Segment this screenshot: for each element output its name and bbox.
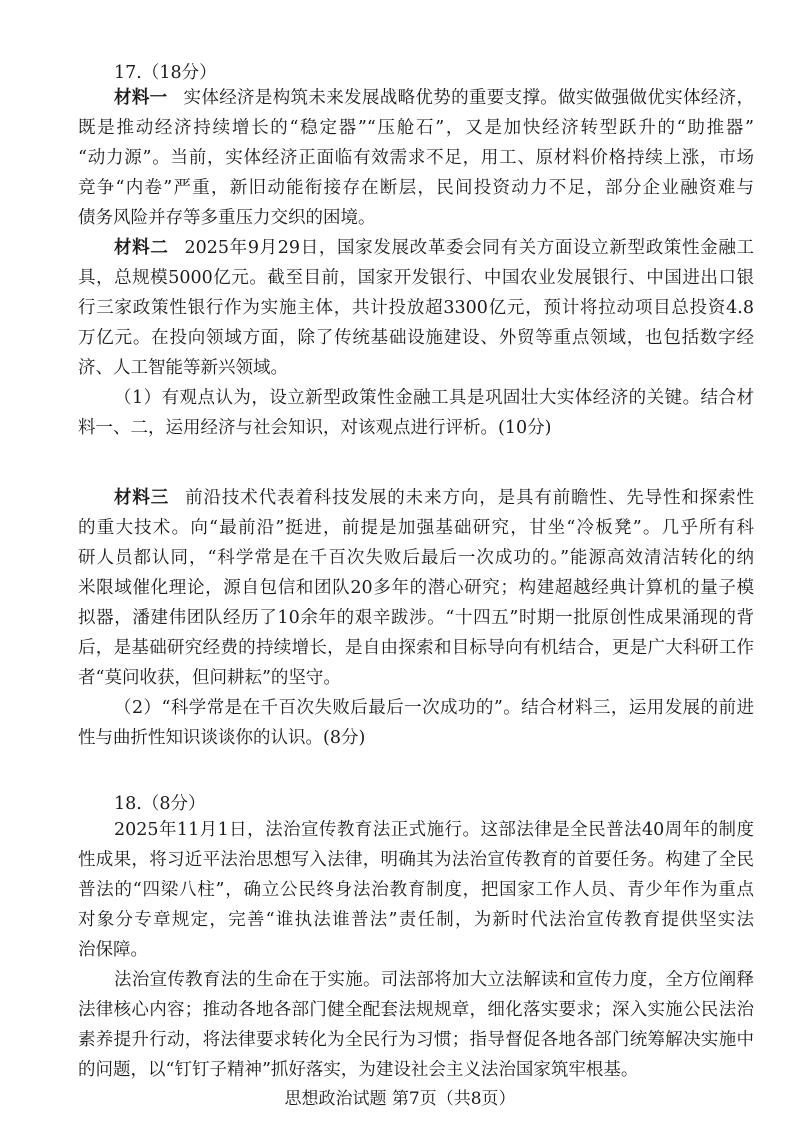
material-3-line: 者“莫问收获，但问耕耘”的坚守。: [78, 668, 341, 688]
q18-paragraph-1: 对象分专章规定，完善“谁执法谁普法”责任制，为新时代法治宣传教育提供坚实法: [78, 910, 754, 930]
material-2-line: 济、人工智能等新兴领域。: [78, 358, 288, 378]
q18-paragraph-2: 素养提升行动，将法律要求转化为全民行为习惯；指导督促各地各部门统筹解决实施中: [78, 1030, 754, 1050]
q18-paragraph-2: 的问题，以“钉钉子精神”抓好落实，为建设社会主义法治国家筑牢根基。: [78, 1060, 639, 1080]
material-1-line: 债务风险并存等多重压力交织的困境。: [78, 208, 376, 228]
q18-paragraph-1: 2025年11月1日，法治宣传教育法正式施行。这部法律是全民普法40周年的制度: [114, 820, 754, 840]
material-1-line: 竞争“内卷”严重，新旧动能衔接存在断层，民间投资动力不足，部分企业融资难与: [78, 178, 754, 198]
material-3-line: 后，是基础研究经费的持续增长，是自由探索和目标导向有机结合，更是广大科研工作: [78, 638, 754, 658]
page-footer: 思想政治试题 第7页（共8页）: [284, 1089, 516, 1109]
material-1-line: 既是推动经济持续增长的“稳定器”“压舱石”，又是加快经济转型跃升的“助推器”: [78, 118, 754, 138]
material-3-line: 拟器，潘建伟团队经历了10余年的艰辛跋涉。“十四五”时期一批原创性成果涌现的背: [78, 608, 754, 628]
material-2-line: 材料二 2025年9月29日，国家发展改革委会同有关方面设立新型政策性金融工: [114, 238, 754, 258]
material-1-line: “动力源”。当前，实体经济正面临有效需求不足，用工、原材料价格持续上涨，市场: [78, 148, 754, 168]
sub-question-1: 料一、二，运用经济与社会知识，对该观点进行评析。(10分): [78, 418, 552, 438]
sub-question-1: （1）有观点认为，设立新型政策性金融工具是巩固壮大实体经济的关键。结合材: [114, 388, 754, 408]
q18-paragraph-2: 法律核心内容；推动各地各部门健全配套法规规章，细化落实要求；深入实施公民法治: [78, 1000, 754, 1020]
material-1-line: 材料一 实体经济是构筑未来发展战略优势的重要支撑。做实做强做优实体经济，: [114, 88, 754, 108]
material-2-label: 材料二: [114, 238, 169, 258]
q18-paragraph-1: 治保障。: [78, 940, 148, 960]
q18-paragraph-1: 性成果，将习近平法治思想写入法律，明确其为法治宣传教育的首要任务。构建了全民: [78, 850, 754, 870]
q18-heading: 18.（8分）: [114, 794, 206, 814]
q18-paragraph-2: 法治宣传教育法的生命在于实施。司法部将加大立法解读和宣传力度，全方位阐释: [114, 970, 754, 990]
q17-heading: 17.（18分）: [114, 63, 217, 83]
material-2-line: 万亿元。在投向领域方面，除了传统基础设施建设、外贸等重点领域，也包括数字经: [78, 328, 754, 348]
material-3-line: 的重大技术。向“最前沿”挺进，前提是加强基础研究，甘坐“冷板凳”。几乎所有科: [78, 518, 754, 538]
sub-question-2: （2）“科学常是在千百次失败后最后一次成功的”。结合材料三，运用发展的前进: [114, 698, 754, 718]
q18-paragraph-1: 普法的“四梁八柱”，确立公民终身法治教育制度，把国家工作人员、青少年作为重点: [78, 880, 754, 900]
material-3-line: 研人员都认同，“科学常是在千百次失败后最后一次成功的。”能源高效清洁转化的纳: [78, 548, 754, 568]
material-3-line: 米限域催化理论，源自包信和团队20多年的潜心研究；构建超越经典计算机的量子模: [78, 578, 754, 598]
material-2-line: 具，总规模5000亿元。截至目前，国家开发银行、中国农业发展银行、中国进出口银: [78, 268, 754, 288]
material-3-label: 材料三: [114, 488, 170, 508]
material-3-line: 材料三 前沿技术代表着科技发展的未来方向，是具有前瞻性、先导性和探索性: [114, 488, 754, 508]
material-1-label: 材料一: [114, 88, 168, 108]
material-2-line: 行三家政策性银行作为实施主体，共计投放超3300亿元，预计将拉动项目总投资4.8: [78, 298, 754, 318]
sub-question-2: 性与曲折性知识谈谈你的认识。(8分): [78, 728, 366, 748]
